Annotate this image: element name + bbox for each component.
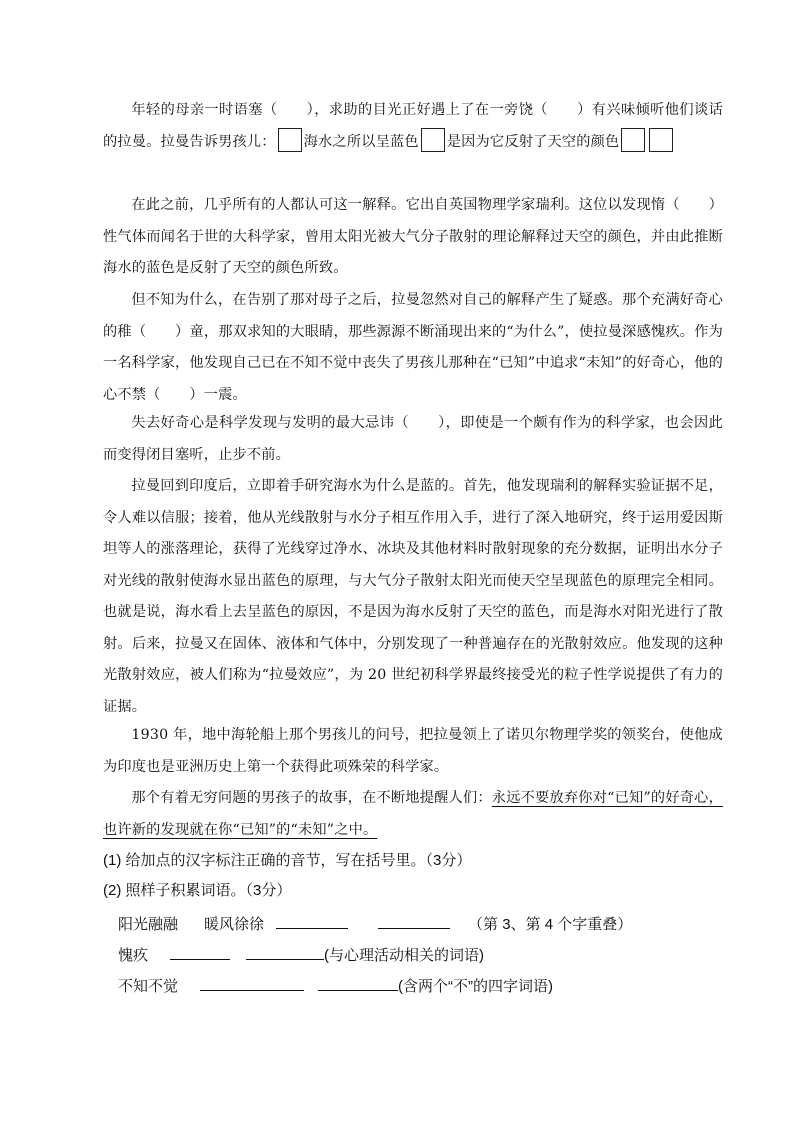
word-row-1 (118, 912, 632, 936)
question-1: (1) 给加点的汉字标注正确的音节，写在括号里。（3分） (103, 852, 472, 869)
answer-blank[interactable] (200, 974, 304, 991)
paragraph-7-text: 那个有着无穷问题的男孩子的故事，在不断地提醒人们： (131, 790, 492, 806)
paragraph-1-text-c: 是因为它反射了天空的颜色 (446, 133, 620, 150)
example-word: 暖风徐徐 (204, 916, 265, 933)
example-word: 愧疚 (118, 947, 149, 964)
row-hint: （第 3、第 4 个字重叠） (468, 916, 633, 933)
paragraph-1-text-b: 海水之所以呈蓝色 (303, 133, 419, 150)
paragraph-1 (103, 95, 723, 158)
underlined-sentence: 永远不要放弃你对“已知”的好奇心，也许新的发现就在你“已知”的“未知”之中。 (103, 790, 723, 838)
answer-blank[interactable] (276, 912, 348, 929)
word-row-2 (118, 943, 484, 967)
paragraph-5: 拉曼回到印度后，立即着手研究海水为什么是蓝的。首先，他发现瑞利的解释实验证据不足，令人难以信服；接着，他从光线散射与水分子相互作用入手，进行了深入地研究，终于运用爱因斯坦等人的涨落理论，获得了光线穿过净水、冰块及其他材料时散射现象的充分数据，证明出水分子对光线的散射使海水显出蓝色的原理，与大气分子散射太阳光而使天空呈现蓝色的原理完全相同。也就是说，海水看上去呈蓝色的原因，不是因为海水反射了天空的蓝色，而是海水对阳光进行了散射。后来，拉曼又在固体、液体和气体中，分别发现了一种普遍存在的光散射效应。他发现的这种光散射效应，被人们称为“拉曼效应”，为 20 世纪初科学界最终接受光的粒子性学说提供了有力的证据。 (103, 478, 723, 715)
answer-blank[interactable] (318, 974, 398, 991)
punctuation-answer-box[interactable] (421, 128, 445, 152)
answer-blank[interactable] (378, 912, 450, 929)
paragraph-1-text-a: 年轻的母亲一时语塞（ ），求助的目光正好遇上了在一旁饶（ ）有兴味倾听他们谈话的拉曼。拉曼告诉男孩儿： (103, 102, 723, 150)
paragraph-6: 1930 年，地中海轮船上那个男孩儿的问号，把拉曼领上了诺贝尔物理学奖的领奖台，使他成为印度也是亚洲历史上第一个获得此项殊荣的科学家。 (103, 727, 723, 775)
punctuation-answer-box[interactable] (649, 128, 673, 152)
word-row-3 (118, 974, 553, 998)
paragraph-7 (103, 783, 723, 846)
row-hint: (含两个“不”的四字词语) (398, 978, 553, 995)
paragraph-3: 但不知为什么，在告别了那对母子之后，拉曼忽然对自己的解释产生了疑惑。那个充满好奇心的稚（ ）童，那双求知的大眼睛，那些源源不断涌现出来的“为什么”，使拉曼深感愧疚。作为一名科学家，他发现自己已在不知不觉中丧失了男孩儿那种在“已知”中追求“未知”的好奇心，他的心不禁（ ）一震。 (103, 292, 723, 403)
question-2: (2) 照样子积累词语。（3分） (103, 882, 292, 899)
punctuation-answer-box[interactable] (278, 128, 302, 152)
example-word: 阳光融融 (118, 916, 179, 933)
punctuation-answer-box[interactable] (621, 128, 645, 152)
answer-blank[interactable] (170, 943, 230, 960)
answer-blank[interactable] (246, 943, 324, 960)
row-hint: (与心理活动相关的词语) (324, 947, 485, 964)
paragraph-4: 失去好奇心是科学发现与发明的最大忌讳（ ），即使是一个颇有作为的科学家，也会因此而变得闭目塞听，止步不前。 (103, 415, 723, 463)
paragraph-2: 在此之前，几乎所有的人都认可这一解释。它出自英国物理学家瑞利。这位以发现惰（ ）性气体而闻名于世的大科学家，曾用太阳光被大气分子散射的理论解释过天空的颜色，并由此推断海水的蓝色是反射了天空的颜色所致。 (103, 197, 723, 276)
example-word: 不知不觉 (118, 978, 179, 995)
